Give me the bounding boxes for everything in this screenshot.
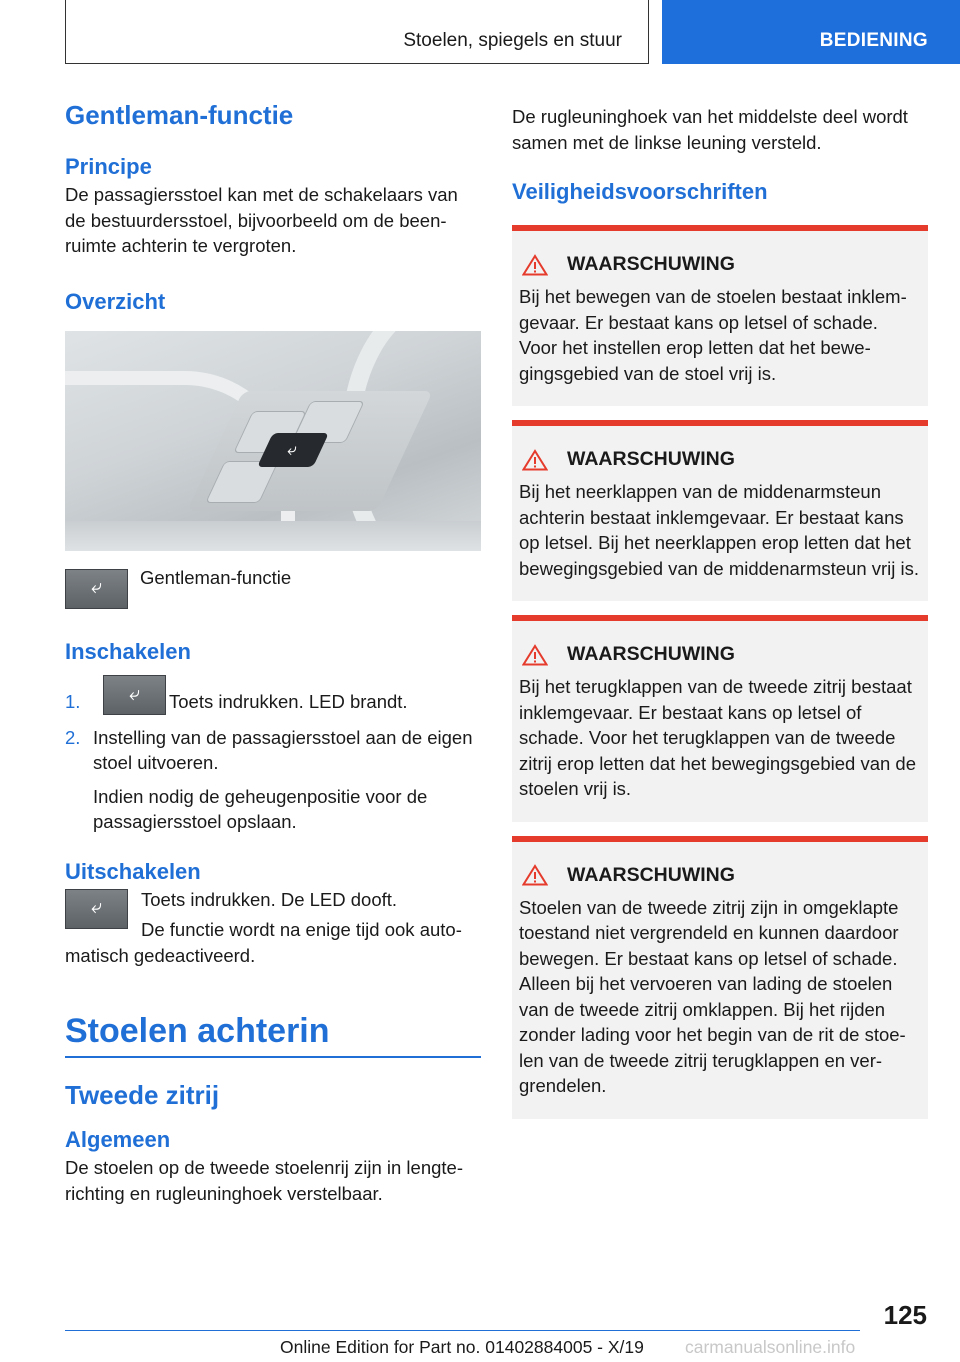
- warning-triangle-icon: [522, 254, 548, 276]
- heading-second-row: Tweede zitrij: [65, 1080, 220, 1110]
- chapter-title: Stoelen achterin: [65, 1012, 330, 1050]
- step-2-text: Instelling van de passagiersstoel aan de eigen stoel uitvoeren.: [93, 726, 473, 773]
- warning-triangle-icon: [522, 644, 548, 666]
- right-column: [512, 100, 928, 1119]
- warning-triangle-icon: [522, 449, 548, 471]
- header-section-box: [65, 0, 649, 64]
- warning-title: WAARSCHUWING: [567, 863, 735, 886]
- warning-triangle-icon: [522, 864, 548, 886]
- footer-watermark: carmanualsonline.info: [685, 1337, 856, 1357]
- switch-on-steps: [65, 675, 481, 835]
- warning-text: Bij het terugklappen van de tweede zitrij bestaat inklemgevaar. Er bestaat kans op letsel of schade. Voor het terugklappen van de tweede zitrij erop letten dat het bewegingsgebied van de stoelen vrij is.: [519, 676, 916, 799]
- header-section-title: Stoelen, spiegels en stuur: [403, 30, 622, 51]
- warning-text: Stoelen van de tweede zitrij zijn in omgeklapte toestand niet vergrendeld en kunnen daardoor bewegen. Er bestaat kans op letsel of schade. Alleen bij het vervoeren van lading de stoelen van de tweede zitrij omklappen. Bij het rijden zonder lading voor het begin van de rit de stoelen van de tweede zitrij terugklappen en vergrendelen.: [519, 896, 906, 1096]
- step-1-text: Toets indrukken. LED brandt.: [169, 690, 408, 712]
- page-number: 125: [883, 1300, 927, 1330]
- seat-button-photo-icon: ⤶: [257, 433, 329, 467]
- header-chapter-title: BEDIENING: [819, 30, 928, 51]
- step-2-extra-text: Indien nodig de geheugenpositie voor de passagiersstoel opslaan.: [93, 785, 428, 832]
- left-column: [65, 100, 481, 1206]
- seat-button-icon: ⤶: [65, 889, 128, 929]
- warning-title: WAARSCHUWING: [567, 448, 735, 470]
- section-title-gentleman: Gentleman-functie: [65, 100, 294, 130]
- step-1: [65, 675, 481, 717]
- heading-switch-off: Uitschakelen: [65, 858, 201, 884]
- warning-box: [512, 420, 928, 601]
- switch-off-block: [65, 887, 481, 969]
- heading-overview: Overzicht: [65, 288, 166, 314]
- heading-switch-on: Inschakelen: [65, 638, 191, 664]
- footer-edition: Online Edition for Part no. 01402884005 - X/19: [280, 1337, 644, 1357]
- warning-text: Bij het neerklappen van de middenarmsteun achterin bestaat inklemgevaar. Er bestaat kans op letsel. Bij het neerklappen erop letten dat het bewegingsgebied van de middenarmsteun vrij is.: [519, 481, 920, 579]
- warning-title: WAARSCHUWING: [567, 253, 735, 275]
- chapter-title-rule: [65, 1010, 481, 1058]
- icon-caption: Gentleman-functie: [140, 566, 292, 588]
- icon-caption-row: [65, 566, 481, 609]
- warning-text: Bij het bewegen van de stoelen bestaat inklemgevaar. Er bestaat kans op letsel of schade. Voor het instellen erop letten dat het bewegingsgebied van de stoel vrij is.: [519, 286, 907, 384]
- warning-box: [512, 225, 928, 406]
- step-1-number: 1.: [65, 690, 81, 712]
- heading-general: Algemeen: [65, 1127, 171, 1152]
- seat-button-icon: ⤶: [103, 675, 166, 715]
- warning-box: [512, 836, 928, 1119]
- heading-principle: Principe: [65, 154, 152, 179]
- switch-off-line2: De functie wordt na enige tijd ook automatisch gedeactiveerd.: [65, 919, 462, 966]
- principle-text: De passagiersstoel kan met de schakelaars van de bestuurdersstoel, bijvoorbeeld om de beenruimte achterin te vergroten.: [65, 184, 458, 256]
- step-2-number: 2.: [65, 726, 81, 748]
- general-text: De stoelen op de tweede stoelenrij zijn in lengterichting en rugleuninghoek verstelbaar.: [65, 1157, 464, 1204]
- step-2-extra: [65, 784, 481, 835]
- heading-safety: Veiligheidsvoorschriften: [512, 179, 768, 204]
- header-chapter-tab: [662, 0, 960, 64]
- footer-rule: [65, 1330, 860, 1331]
- switch-off-line1: Toets indrukken. De LED dooft.: [141, 888, 398, 910]
- intro-text: De rugleuninghoek van het middelste deel wordt samen met de linkse leuning versteld.: [512, 106, 908, 153]
- warning-box: [512, 615, 928, 822]
- door-panel-photo: [65, 331, 481, 551]
- step-2: [65, 725, 481, 776]
- seat-button-icon: ⤶: [65, 569, 128, 609]
- warning-title: WAARSCHUWING: [567, 643, 735, 665]
